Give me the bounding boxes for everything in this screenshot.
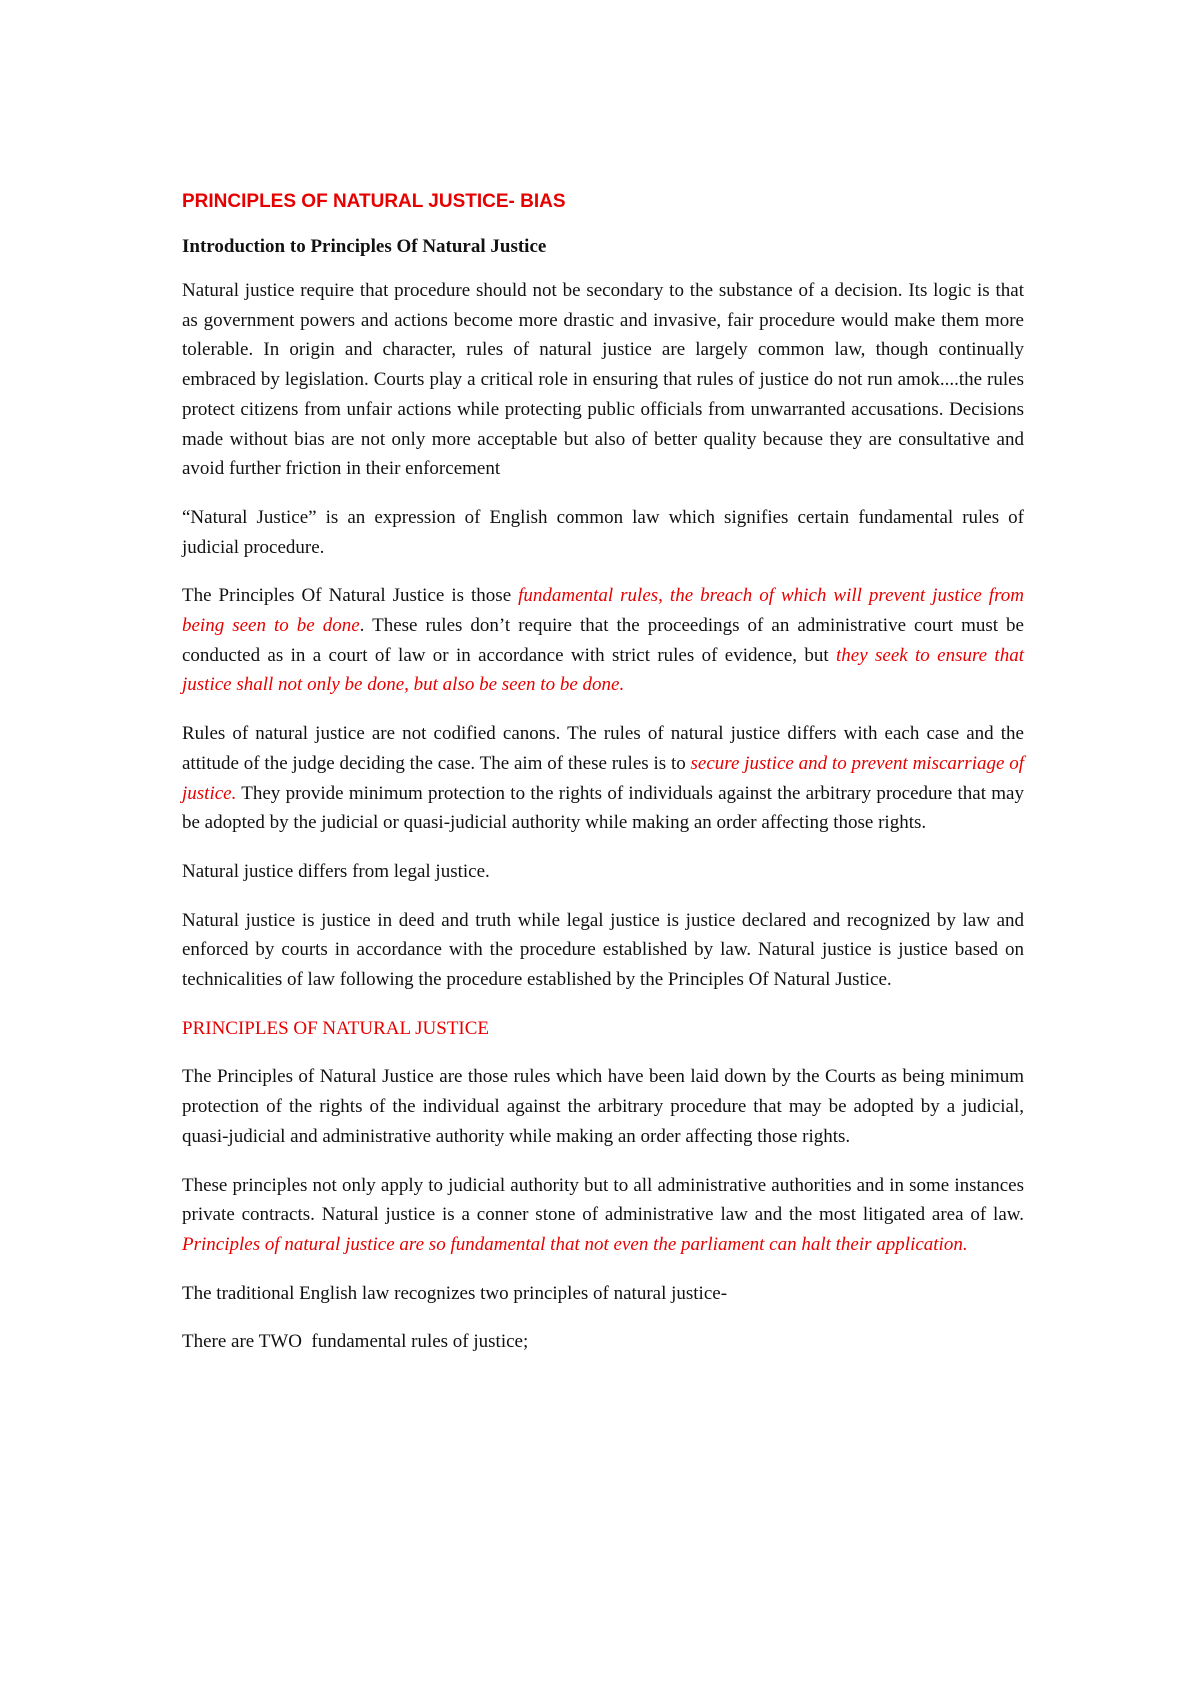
paragraph-natural-justice-definition: “Natural Justice” is an expression of English common law which signifies certain fundamental rules of judicial procedure. xyxy=(182,506,1024,558)
text-segment: Rules of natural justice are not codified canons. The rules of natural justice differs with each case and the attitude of the judge deciding the case. The aim of these rules is to xyxy=(182,723,1024,774)
paragraph-deed-and-truth: Natural justice is justice in deed and truth while legal justice is justice declared and recognized by law and enforced by courts in accordance with the procedure established by law. Natural justice is justice based on technicalities of law following the procedure established by the Principles Of Natural Justice. xyxy=(182,909,1024,991)
paragraph-natural-justice-logic: Natural justice require that procedure should not be secondary to the substance of a decision. Its logic is that as government powers and actions become more drastic and invasive, fair procedure would make them more tolerable. In origin and character, rules of natural justice are largely common law, though continually embraced by legislation. Courts play a critical role in ensuring that rules of justice do not run amok....the rules protect citizens from unfair actions while protecting public officials from unwarranted accusations. Decisions made without bias are not only more acceptable but also of better quality because they are consultative and avoid further friction in their enforcement xyxy=(182,280,1024,480)
introduction-heading: Introduction to Principles Of Natural Justice xyxy=(182,236,547,257)
text-segment: The Principles Of Natural Justice is those xyxy=(182,585,519,607)
text-segment: These principles not only apply to judicial authority but to all administrative authorities and in some instances private contracts. Natural justice is a conner stone of administrative law and the most litigated area of law. xyxy=(182,1174,1024,1226)
emphasis-text: secure justice and to prevent miscarriage of justice. xyxy=(182,752,1024,804)
paragraph-rules-laid-down: The Principles of Natural Justice are those rules which have been laid down by the Courts as being minimum protection of the rights of the individual against the arbitrary procedure that may be adopted by a judicial, quasi-judicial and administrative authority while making an order affecting those rights. xyxy=(182,1066,1024,1147)
section-heading: PRINCIPLES OF NATURAL JUSTICE xyxy=(182,1017,490,1039)
paragraph-two-rules: There are TWO fundamental rules of justice; xyxy=(182,1331,529,1353)
paragraph-apply-authorities xyxy=(182,1171,1024,1260)
document-page xyxy=(182,190,1024,1357)
paragraph-differs-legal-justice: Natural justice differs from legal justice. xyxy=(182,860,490,882)
paragraph-fundamental-rules xyxy=(182,581,1024,700)
emphasis-text: they seek to ensure that justice shall not only be done, but also be seen to be done. xyxy=(182,644,1024,696)
text-segment: They provide minimum protection to the rights of individuals against the arbitrary procedure that may be adopted by the judicial or quasi-judicial authority while making an order affecting those rights. xyxy=(182,782,1024,834)
emphasis-text: Principles of natural justice are so fundamental that not even the parliament can halt their application. xyxy=(182,1233,968,1255)
text-segment: . These rules don’t require that the proceedings of an administrative court must be conducted as in a court of law or in accordance with strict rules of evidence, but xyxy=(182,615,1024,666)
paragraph-not-codified xyxy=(182,719,1024,838)
paragraph-two-principles: The traditional English law recognizes two principles of natural justice- xyxy=(182,1282,728,1304)
document-title: PRINCIPLES OF NATURAL JUSTICE- BIAS xyxy=(182,191,566,212)
emphasis-text: fundamental rules, the breach of which will prevent justice from being seen to be done xyxy=(182,585,1024,637)
